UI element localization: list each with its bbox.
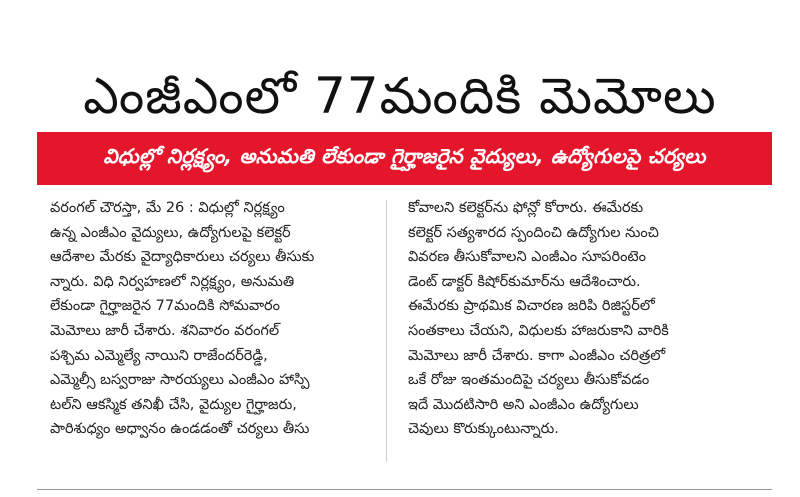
subheadline: విధుల్లో నిర్లక్ష్యం, అనుమతి లేకుండా గైర్హాజరైన వైద్యులు, ఉద్యోగులపై చర్యలు	[103, 144, 706, 168]
article-line: ఇదే మొదటిసారి అని ఎంజీఎం ఉద్యోగులు	[408, 396, 639, 413]
article-line: ఆదేశాల మేరకు వైద్యాధికారులు చర్యలు తీసుకు	[50, 249, 315, 266]
subheadline-banner	[37, 132, 772, 185]
article-line: కలెక్టర్ సత్యశారద స్పందించి ఉద్యోగుల నుంచి	[408, 224, 659, 241]
column-divider	[386, 200, 387, 462]
article-line: పారిశుధ్యం అధ్వానం ఉండడంతో చర్యలు తీసు	[50, 421, 310, 438]
article-column-left	[50, 196, 368, 442]
bottom-divider	[37, 489, 772, 490]
article-line: మెమోలు జారీ చేశారు. కాగా ఎంజీఎం చరిత్రలో	[408, 347, 666, 364]
article-line: మెమోలు జారీ చేశారు. శనివారం వరంగల్	[50, 322, 280, 339]
article-line: పశ్చిమ ఎమ్మెల్యే నాయిని రాజేందర్‌రెడ్డి,	[50, 347, 268, 364]
article-line: కోవాలని కలెక్టర్‌ను ఫోన్లో కోరారు. ఈమేరకు	[408, 200, 644, 216]
article-line: సంతకాలు చేయని, విధులకు హాజరుకాని వారికి	[408, 322, 669, 339]
article-line: డెంట్ డాక్టర్ కిషోర్‌కుమార్‌ను ఆదేశించారు.	[408, 273, 641, 290]
article-line: చెవులు కొరుక్కుంటున్నారు.	[408, 421, 559, 438]
article-line: ఎమ్మెల్సీ బస్వరాజు సారయ్యలు ఎంజీఎం హాస్పి	[50, 372, 310, 389]
article-line: ఉన్న ఎంజీఎం వైద్యులు, ఉద్యోగులపై కలెక్టర్	[50, 224, 291, 241]
article-column-right	[408, 196, 738, 442]
article-line: లేకుండా గైర్హాజరైన 77మందికి సోమవారం	[50, 298, 280, 315]
article-line: టల్‌ని ఆకస్మిక తనిఖీ చేసి, వైద్యుల గైర్హాజరు,	[50, 396, 297, 413]
article-line: న్నారు. విధి నిర్వహణలో నిర్లక్ష్యం, అనుమతి	[50, 273, 295, 290]
article-line: ఒకే రోజు ఇంతమందిపై చర్యలు తీసుకోవడం	[408, 372, 650, 389]
headline: ఎంజీఎంలో 77మందికి మెమోలు	[83, 67, 717, 125]
article-line: ఈమేరకు ప్రాథమిక విచారణ జరిపి రిజిస్టర్‌లో	[408, 298, 655, 315]
article-line: వరంగల్ చౌరస్తా, మే 26 : విధుల్లో నిర్లక్ష్యం	[50, 200, 285, 216]
article-line: వివరణ తీసుకోవాలని ఎంజీఎం సూపరింటెం	[408, 249, 646, 266]
